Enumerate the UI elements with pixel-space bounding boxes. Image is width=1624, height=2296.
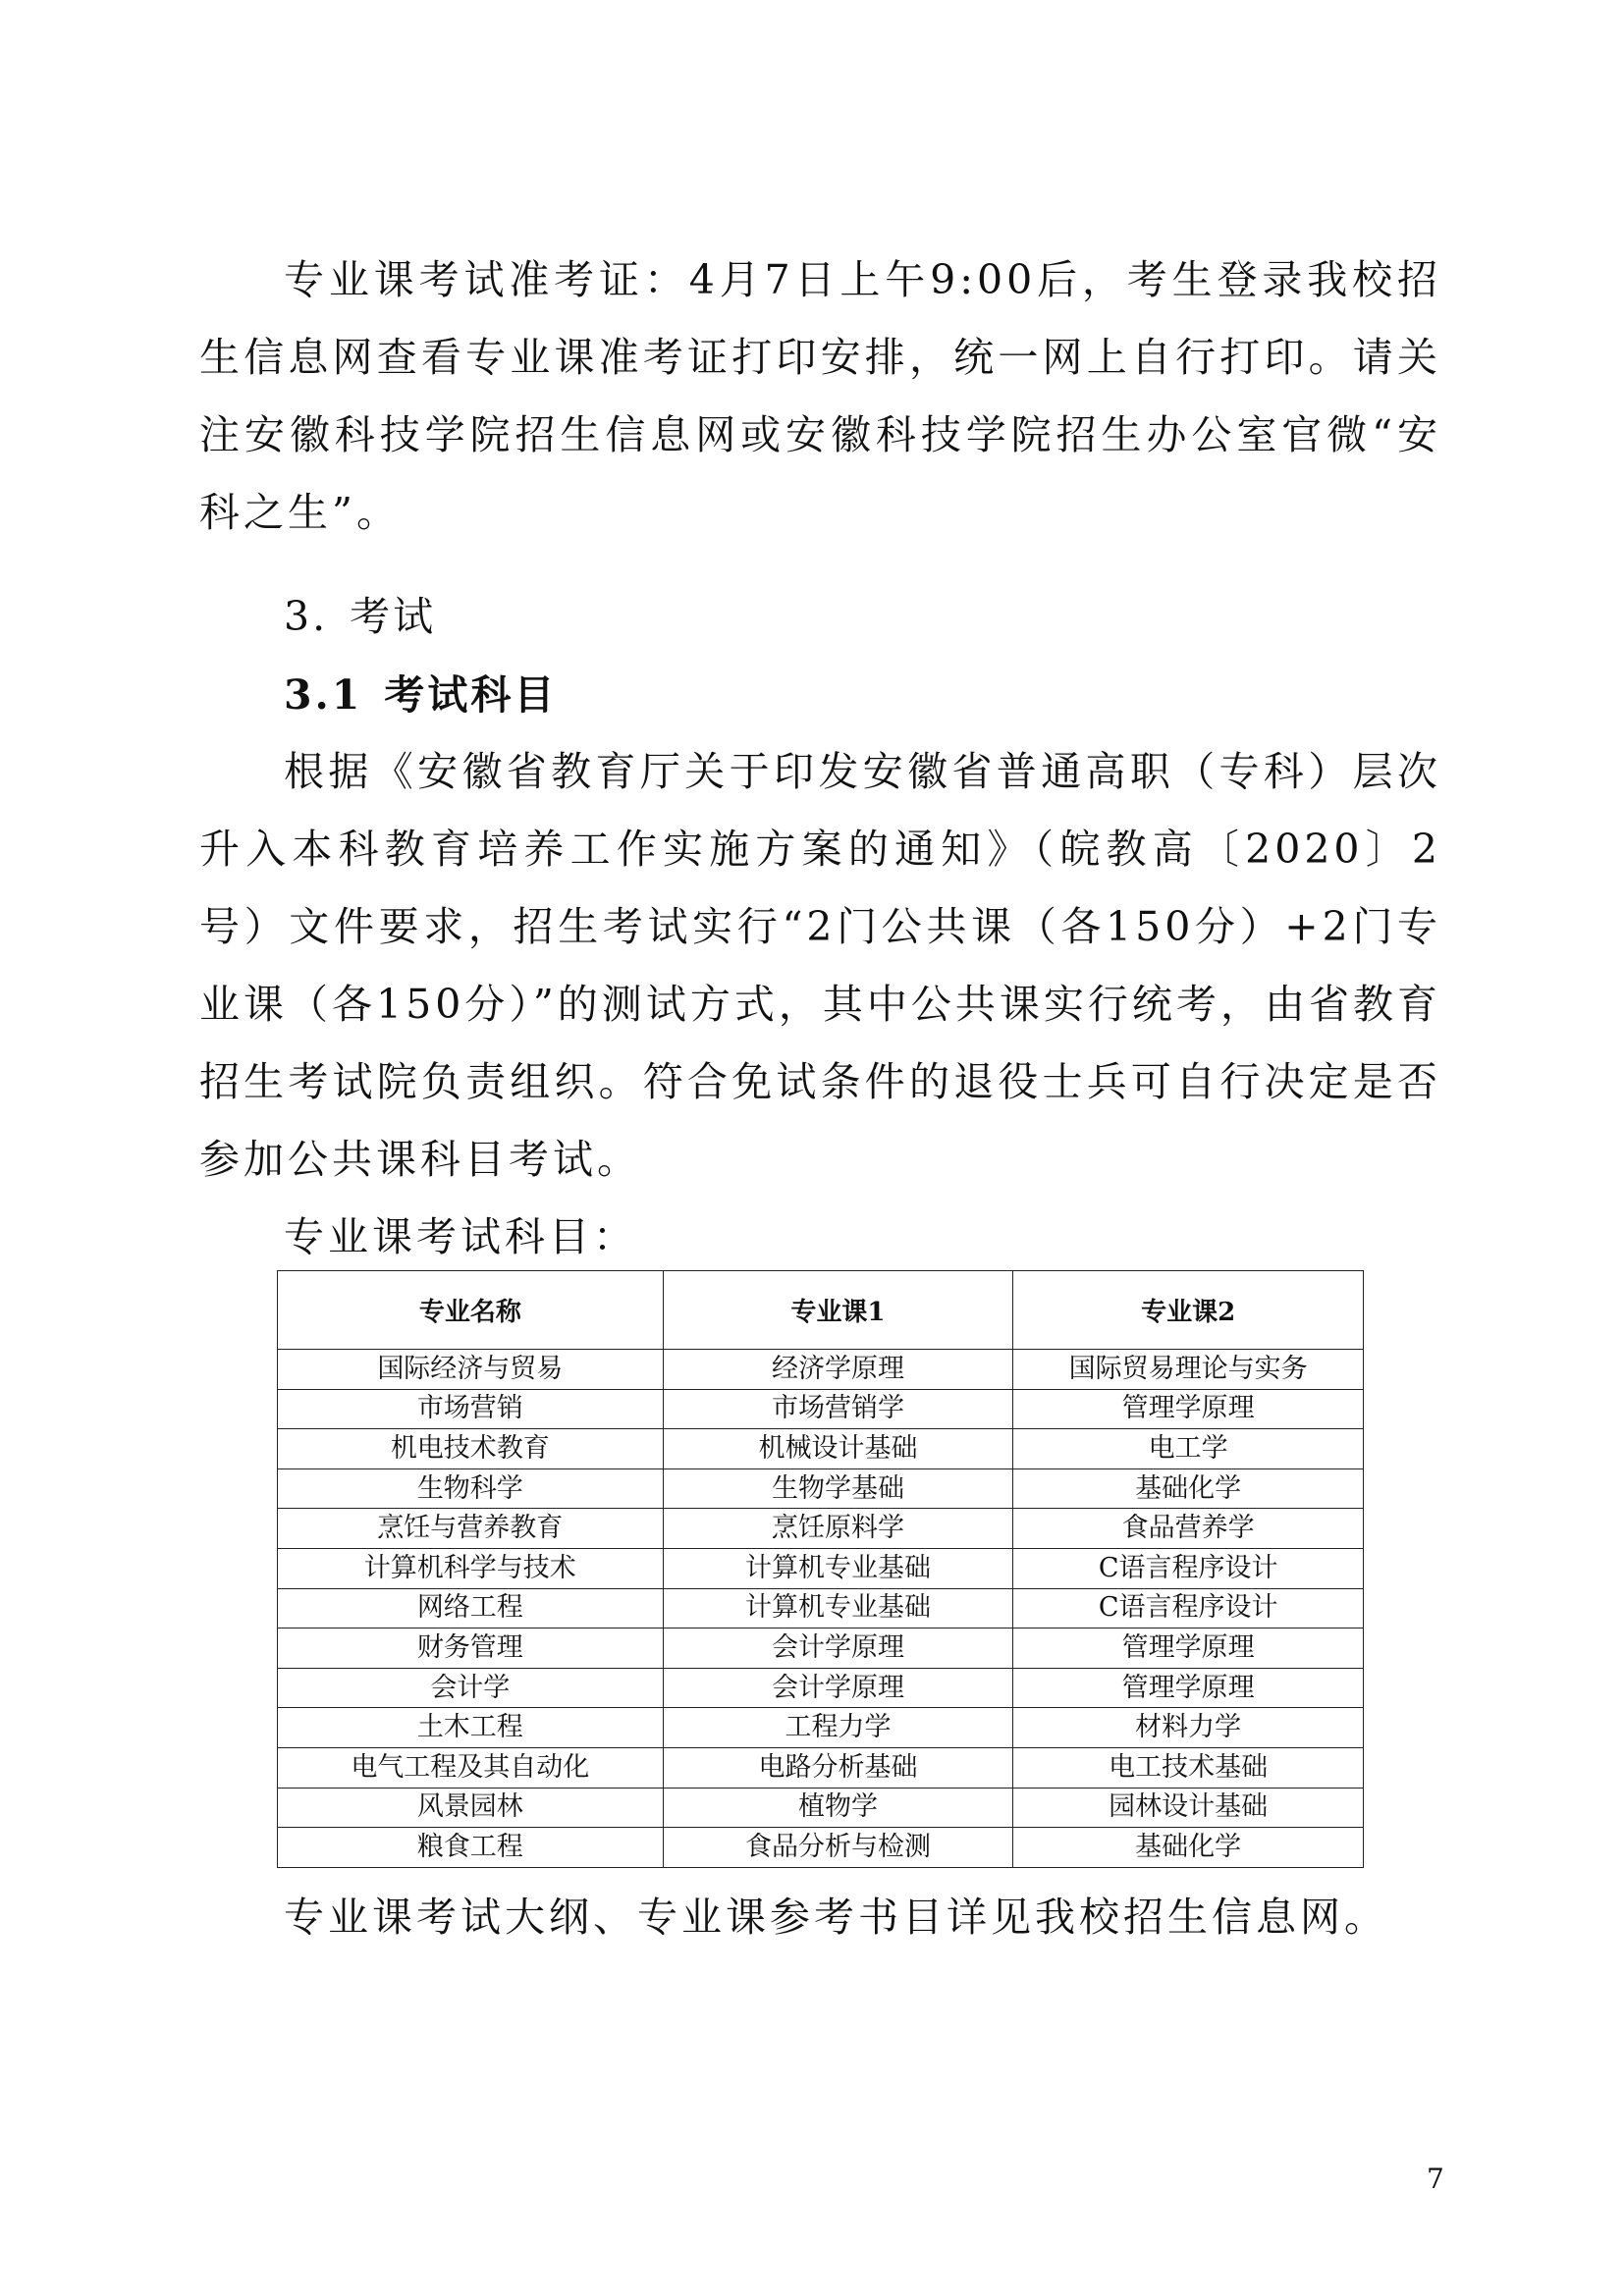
- major-name-cell: 电气工程及其自动化: [278, 1747, 664, 1788]
- course-2-cell: 基础化学: [1013, 1828, 1364, 1868]
- section-number: 3.: [284, 593, 329, 640]
- header-major-name: 专业名称: [278, 1271, 664, 1350]
- course-2-cell: 电工学: [1013, 1429, 1364, 1469]
- major-name-cell: 风景园林: [278, 1788, 664, 1828]
- course-1-cell: 会计学原理: [663, 1629, 1013, 1669]
- course-1-cell: 经济学原理: [663, 1350, 1013, 1390]
- table-header-row: [278, 1271, 1364, 1350]
- table-row: [278, 1788, 1364, 1828]
- course-2-cell: 电工技术基础: [1013, 1747, 1364, 1788]
- table-row: [278, 1668, 1364, 1708]
- course-2-cell: 国际贸易理论与实务: [1013, 1350, 1364, 1390]
- course-1-cell: 市场营销学: [663, 1389, 1013, 1429]
- course-1-cell: 生物学基础: [663, 1468, 1013, 1509]
- table-row: [278, 1747, 1364, 1788]
- table-row: [278, 1588, 1364, 1629]
- syllabus-note: 专业课考试大纲、专业课参考书目详见我校招生信息网。: [284, 1894, 1388, 1941]
- course-1-cell: 电路分析基础: [663, 1747, 1013, 1788]
- subsection-heading: [284, 667, 557, 722]
- table-caption: 专业课考试科目：: [284, 1213, 637, 1260]
- table-row: [278, 1629, 1364, 1669]
- major-name-cell: 生物科学: [278, 1468, 664, 1509]
- major-name-cell: 国际经济与贸易: [278, 1350, 664, 1390]
- course-1-cell: 会计学原理: [663, 1668, 1013, 1708]
- course-2-cell: C语言程序设计: [1013, 1548, 1364, 1588]
- admission-ticket-paragraph: 专业课考试准考证：4月7日上午9:00后，考生登录我校招生信息网查看专业课准考证打印安排，统一网上自行打印。请关注安徽科技学院招生信息网或安徽科技学院招生办公室官微“安科之生”。: [199, 256, 1441, 536]
- course-2-cell: 管理学原理: [1013, 1389, 1364, 1429]
- course-1-cell: 计算机专业基础: [663, 1548, 1013, 1588]
- table-row: [278, 1828, 1364, 1868]
- major-name-cell: 市场营销: [278, 1389, 664, 1429]
- course-2-cell: 管理学原理: [1013, 1668, 1364, 1708]
- major-name-cell: 机电技术教育: [278, 1429, 664, 1469]
- section-heading: [284, 589, 436, 644]
- page-number: 7: [1427, 2163, 1444, 2195]
- major-name-cell: 粮食工程: [278, 1828, 664, 1868]
- table-row: [278, 1389, 1364, 1429]
- table-row: [278, 1509, 1364, 1549]
- subsection-number: 3.1: [284, 671, 363, 719]
- table-row: [278, 1468, 1364, 1509]
- exam-subjects-table: [277, 1270, 1364, 1868]
- course-1-cell: 烹饪原料学: [663, 1509, 1013, 1549]
- course-2-cell: C语言程序设计: [1013, 1588, 1364, 1629]
- major-name-cell: 会计学: [278, 1668, 664, 1708]
- course-2-cell: 园林设计基础: [1013, 1788, 1364, 1828]
- major-name-cell: 财务管理: [278, 1629, 664, 1669]
- header-course-1: 专业课1: [663, 1271, 1013, 1350]
- header-course-2: 专业课2: [1013, 1271, 1364, 1350]
- major-name-cell: 土木工程: [278, 1708, 664, 1748]
- course-1-cell: 植物学: [663, 1788, 1013, 1828]
- course-1-cell: 食品分析与检测: [663, 1828, 1013, 1868]
- course-2-cell: 管理学原理: [1013, 1629, 1364, 1669]
- major-name-cell: 烹饪与营养教育: [278, 1509, 664, 1549]
- table-row: [278, 1429, 1364, 1469]
- section-title: 考试: [350, 593, 437, 640]
- subsection-title: 考试科目: [384, 671, 558, 719]
- table-row: [278, 1548, 1364, 1588]
- course-2-cell: 基础化学: [1013, 1468, 1364, 1509]
- major-name-cell: 网络工程: [278, 1588, 664, 1629]
- course-1-cell: 工程力学: [663, 1708, 1013, 1748]
- table-row: [278, 1350, 1364, 1390]
- major-name-cell: 计算机科学与技术: [278, 1548, 664, 1588]
- course-2-cell: 食品营养学: [1013, 1509, 1364, 1549]
- exam-basis-paragraph: 根据《安徽省教育厅关于印发安徽省普通高职（专科）层次升入本科教育培养工作实施方案的通知》（皖教高〔2020〕2号）文件要求，招生考试实行“2门公共课（各150分）+2门专业课（各150分）”的测试方式，其中公共课实行统考，由省教育招生考试院负责组织。符合免试条件的退役士兵可自行决定是否参加公共课科目考试。: [199, 748, 1441, 1183]
- course-1-cell: 机械设计基础: [663, 1429, 1013, 1469]
- course-2-cell: 材料力学: [1013, 1708, 1364, 1748]
- course-1-cell: 计算机专业基础: [663, 1588, 1013, 1629]
- table-row: [278, 1708, 1364, 1748]
